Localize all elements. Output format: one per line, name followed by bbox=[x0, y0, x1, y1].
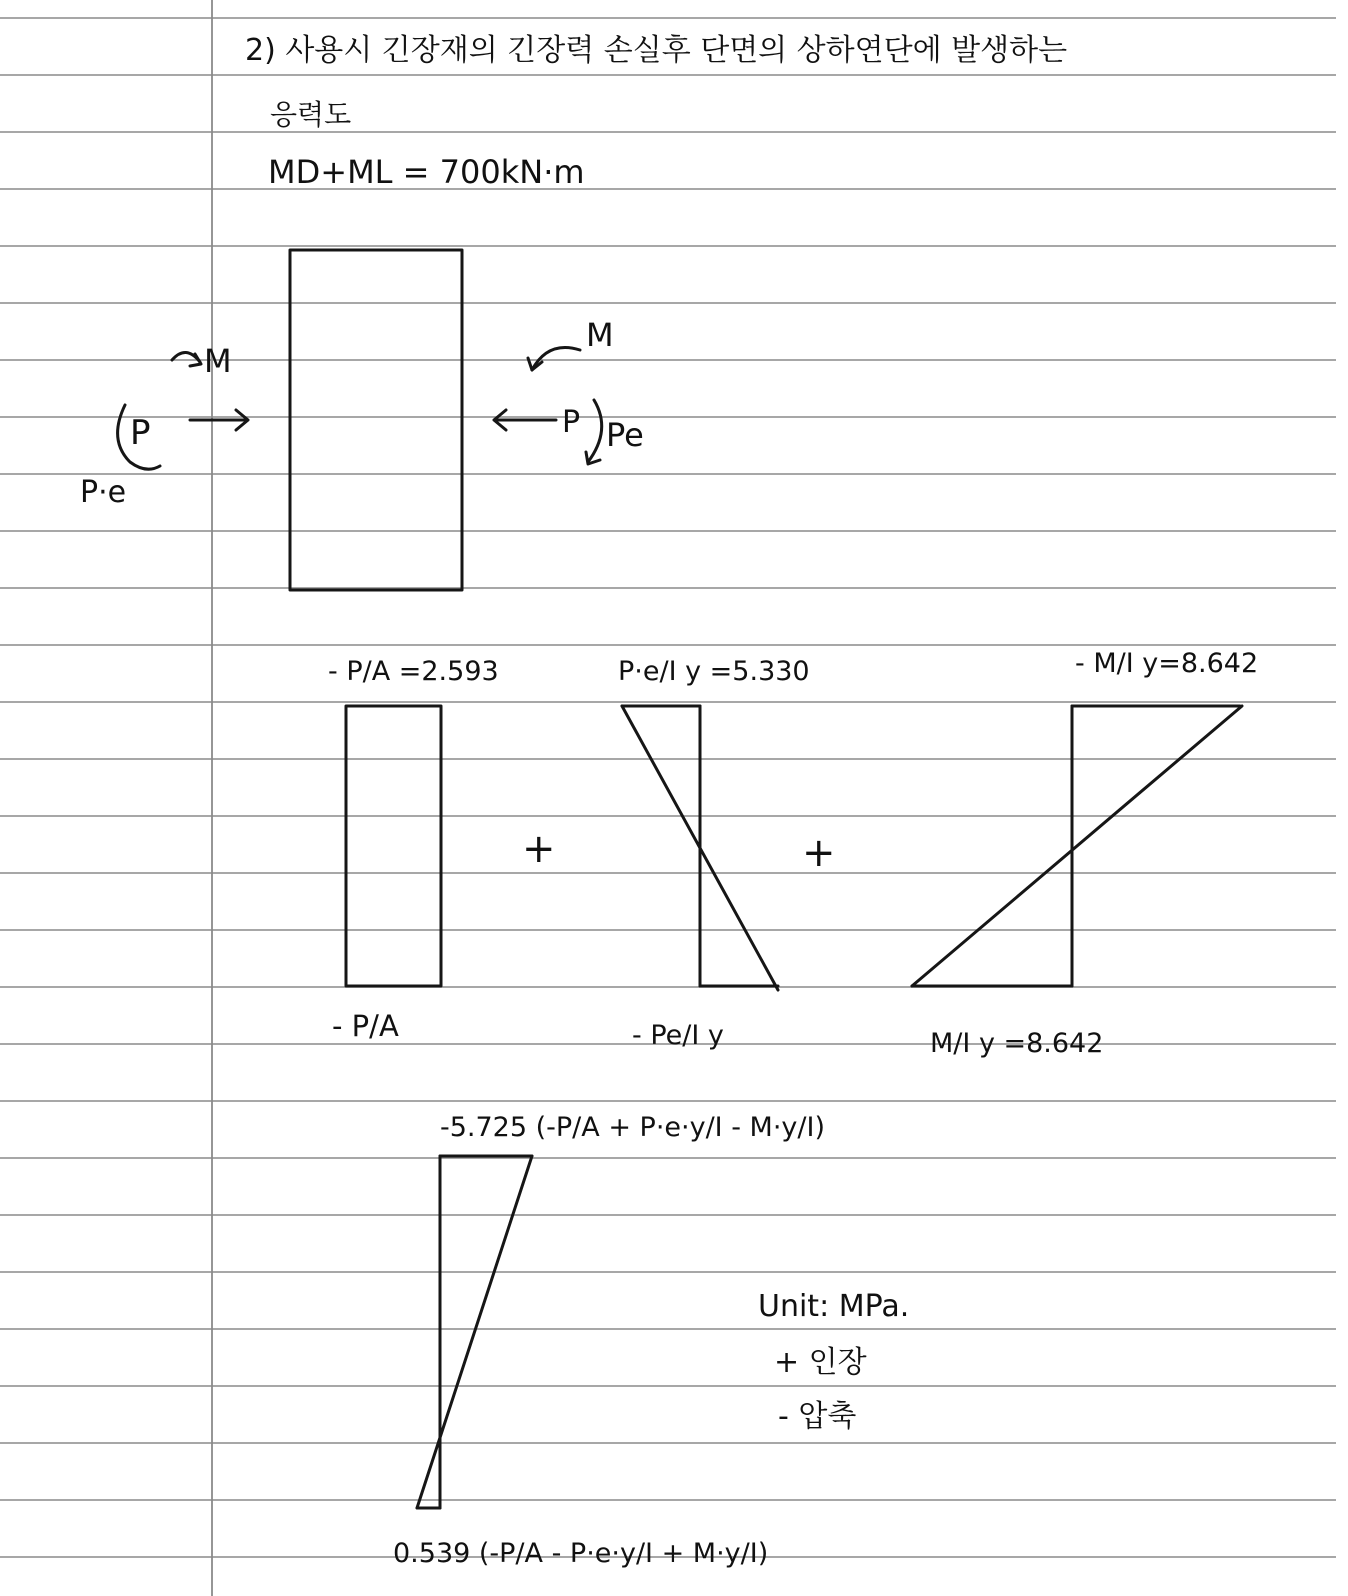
left-moment-label: M bbox=[204, 342, 232, 380]
result-bottom-label: 0.539 (-P/A - P·e·y/I + M·y/I) bbox=[393, 1538, 769, 1569]
problem-heading-line1: 2) 사용시 긴장재의 긴장력 손실후 단면의 상하연단에 발생하는 bbox=[245, 33, 1068, 68]
plus-sign-1: + bbox=[522, 826, 556, 872]
result-top-label: -5.725 (-P/A + P·e·y/I - M·y/I) bbox=[440, 1112, 825, 1143]
axial-top-label: - P/A =2.593 bbox=[328, 656, 499, 687]
moment-stress-line bbox=[912, 706, 1242, 986]
right-force-arrow bbox=[494, 410, 556, 430]
axial-bottom-label: - P/A bbox=[332, 1009, 399, 1043]
compression-sign-label: - 압축 bbox=[778, 1399, 857, 1434]
plus-sign-2: + bbox=[802, 830, 836, 876]
right-eccentric-label: Pe bbox=[606, 416, 644, 454]
moment-bottom-label: M/I y =8.642 bbox=[930, 1028, 1104, 1059]
unit-label: Unit: MPa. bbox=[758, 1289, 910, 1324]
tension-sign-label: + 인장 bbox=[774, 1345, 867, 1380]
moment-top-label: - M/I y=8.642 bbox=[1075, 648, 1259, 679]
problem-heading-line2: 응력도 bbox=[270, 98, 352, 131]
left-force-label: P bbox=[130, 413, 151, 453]
right-moment-arrow bbox=[532, 348, 580, 371]
right-force-label: P bbox=[562, 405, 581, 440]
moment-equation: MD+ML = 700kN·m bbox=[268, 153, 585, 191]
left-force-arrow bbox=[190, 410, 248, 430]
axial-stress-block bbox=[346, 706, 441, 986]
result-stress-line bbox=[417, 1156, 532, 1508]
right-moment-label: M bbox=[586, 316, 614, 354]
eccentric-top-label: P·e/I y =5.330 bbox=[618, 656, 810, 687]
eccentric-bottom-label: - Pe/I y bbox=[632, 1020, 724, 1051]
beam-section-rect bbox=[290, 250, 462, 590]
left-eccentric-label: P·e bbox=[80, 475, 127, 510]
right-eccentric-arrow bbox=[586, 400, 602, 464]
